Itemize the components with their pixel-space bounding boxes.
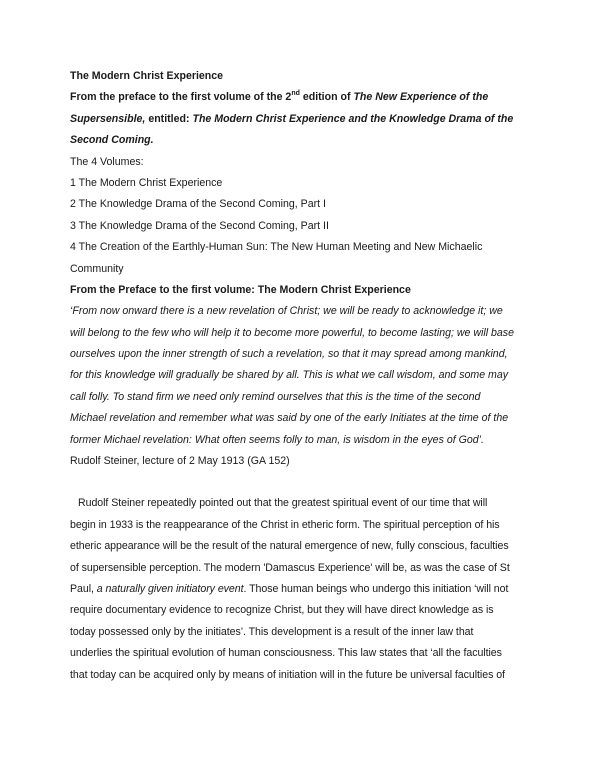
- quote-line: for this knowledge will gradually be shared by all. This is what we call wisdom, and some may: [70, 369, 509, 382]
- quote-line: Michael revelation and remember what was said by one of the early Initiates at the time of the: [70, 412, 509, 425]
- book-title-italic: Supersensible,: [70, 112, 146, 125]
- volume-item: 1 The Modern Christ Experience: [70, 176, 223, 189]
- page-title: The Modern Christ Experience: [70, 70, 224, 82]
- preface-heading-line-1: [70, 87, 532, 108]
- preface-heading-line-2: [70, 109, 532, 130]
- volume-item: 2 The Knowledge Drama of the Second Coming, Part I: [70, 198, 326, 211]
- body-line: of supersensible perception. The modern 'Damascus Experience' will be, as was the case of St: [70, 561, 510, 574]
- body-line: etheric appearance will be the result of the natural emergence of new, fully conscious, faculties: [70, 540, 509, 553]
- body-paragraph: [70, 493, 532, 686]
- body-line: that today can be acquired only by means of initiation will in the future be universal faculties of: [70, 668, 505, 681]
- superscript-nd: nd: [291, 90, 300, 98]
- quote-line: call folly. To stand firm we need only remind ourselves that this is the time of the second: [70, 390, 481, 403]
- body-line: Rudolf Steiner repeatedly pointed out that the greatest spiritual event of our time that will: [78, 497, 488, 510]
- body-text: . Those human beings who undergo this initiation ‘will not: [243, 582, 509, 595]
- quote-line: ourselves upon the inner strength of such a revelation, so that it may spread among mankind,: [70, 348, 508, 361]
- body-line: begin in 1933 is the reappearance of the Christ in etheric form. The spiritual perception of his: [70, 518, 500, 531]
- volume-item: 4 The Creation of the Earthly-Human Sun: The New Human Meeting and New Michaelic: [70, 241, 483, 254]
- body-line: require documentary evidence to recognize Christ, but they will have direct knowledge as is: [70, 604, 494, 617]
- quote-citation: Rudolf Steiner, lecture of 2 May 1913 (GA 152): [70, 455, 290, 468]
- volumes-label: The 4 Volumes:: [70, 155, 144, 168]
- body-text: Paul,: [70, 582, 97, 595]
- volume-item: 3 The Knowledge Drama of the Second Coming, Part II: [70, 219, 329, 232]
- volume-item-continuation: Community: [70, 262, 124, 275]
- paragraph-spacer: [70, 472, 532, 493]
- body-line: today possessed only by the initiates’. This development is a result of the inner law that: [70, 625, 474, 638]
- quote-line: will belong to the few who will help it to become more powerful, to become lasting; we will base: [70, 326, 514, 339]
- preface-heading-text: entitled:: [145, 112, 193, 125]
- quote-line: ‘From now onward there is a new revelation of Christ; we will be ready to acknowledge it; we: [70, 305, 503, 318]
- document-page: [70, 66, 532, 686]
- body-line: underlies the spiritual evolution of human consciousness. This law states that ‘all the faculties: [70, 647, 502, 660]
- quote-line: former Michael revelation: What often seems folly to man, is wisdom in the eyes of God’.: [70, 433, 484, 446]
- preface-heading-text: edition of: [299, 91, 354, 104]
- preface-heading-text: From the preface to the first volume of the 2: [70, 91, 292, 104]
- preface-heading-line-3: Second Coming.: [70, 134, 154, 147]
- preface-volume-heading: From the Preface to the first volume: The Modern Christ Experience: [70, 283, 411, 296]
- body-italic-phrase: a naturally given initiatory event: [96, 582, 244, 595]
- body-line: [70, 579, 532, 600]
- steiner-quote: [70, 301, 532, 451]
- book-title-italic: The Modern Christ Experience and the Knowledge Drama of the: [192, 112, 514, 125]
- book-title-italic: The New Experience of the: [353, 91, 489, 104]
